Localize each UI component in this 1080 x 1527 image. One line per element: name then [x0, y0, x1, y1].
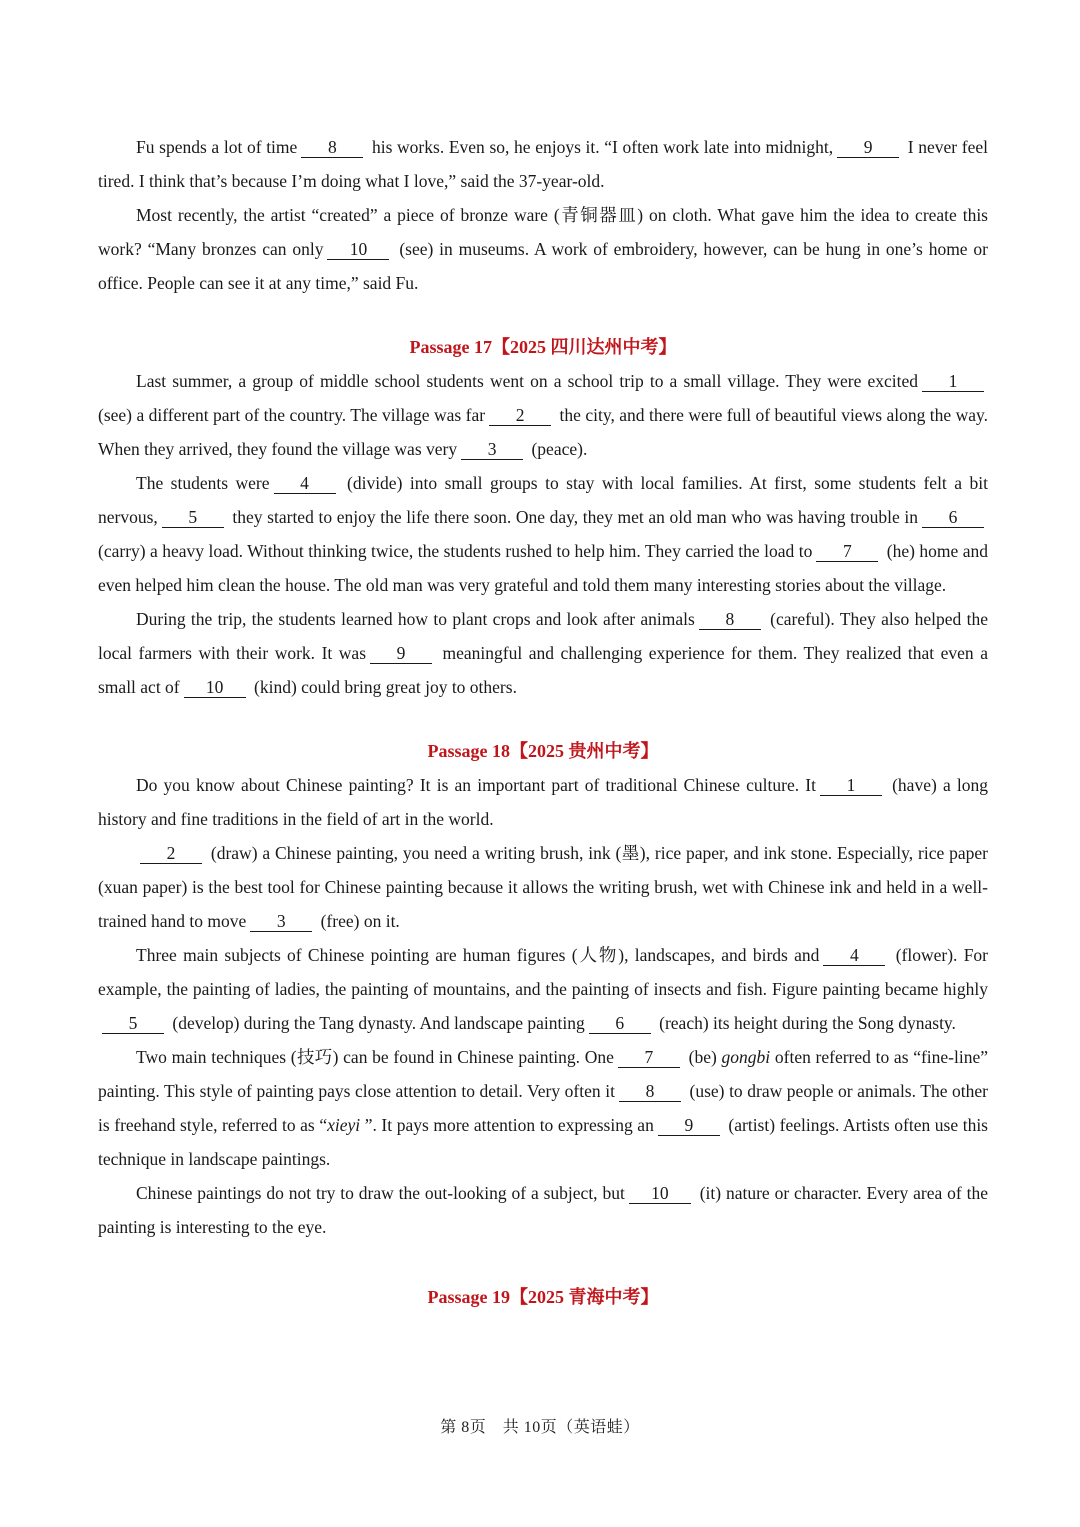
- term-xieyi: xieyi: [327, 1115, 361, 1135]
- text-run: (reach) its height during the Song dynasty.: [654, 1013, 956, 1033]
- passage19-heading: Passage 19【2025 青海中考】: [427, 1287, 659, 1307]
- passage17-heading: Passage 17【2025 四川达州中考】: [409, 337, 677, 357]
- text-run: (it) nature or character. Every area of the painting is interesting to the eye.: [98, 1183, 988, 1237]
- text-run: Most recently, the artist “created” a piece of bronze ware (青铜器皿) on cloth. What gave him the idea to create this work? “Many bronzes can only: [98, 205, 988, 259]
- text-run: (see) a different part of the country. The village was far: [98, 405, 486, 425]
- text-run: Three main subjects of Chinese pointing are human figures (人物), landscapes, and birds and: [136, 945, 820, 965]
- answer-blank-8[interactable]: 8: [619, 1081, 681, 1102]
- text-run: meaningful and challenging experience for them. They realized that even a small act of: [98, 643, 988, 697]
- text-run: (flower). For example, the painting of ladies, the painting of mountains, and the painting of insects and fish. Figure painting became highly: [98, 945, 989, 999]
- passage18-paragraph-1: [98, 768, 988, 836]
- answer-blank-4[interactable]: 4: [274, 473, 336, 494]
- answer-blank-1[interactable]: 1: [922, 371, 984, 392]
- text-run: Do you know about Chinese painting? It is an important part of traditional Chinese culture. It: [136, 775, 816, 795]
- text-run: (free) on it.: [316, 911, 400, 931]
- answer-blank-10[interactable]: 10: [629, 1183, 691, 1204]
- text-run: (draw) a Chinese painting, you need a writing brush, ink (墨), rice paper, and ink stone. Especially, rice paper (xuan paper) is the best tool for Chinese painting because it allows the writing brush, wet with Chinese ink and held in a well-trained hand to move: [98, 843, 988, 931]
- answer-blank-5[interactable]: 5: [102, 1013, 164, 1034]
- passage18-paragraph-2: [98, 836, 988, 938]
- answer-blank-8[interactable]: 8: [301, 137, 363, 158]
- text-run: (peace).: [527, 439, 588, 459]
- answer-blank-6[interactable]: 6: [589, 1013, 651, 1034]
- passage16-paragraph-2: [98, 198, 988, 300]
- page-content: [98, 130, 988, 1314]
- answer-blank-7[interactable]: 7: [816, 541, 878, 562]
- answer-blank-1[interactable]: 1: [820, 775, 882, 796]
- passage18-heading: Passage 18【2025 贵州中考】: [427, 741, 659, 761]
- answer-blank-2[interactable]: 2: [140, 843, 202, 864]
- term-gongbi: gongbi: [721, 1047, 771, 1067]
- answer-blank-7[interactable]: 7: [618, 1047, 680, 1068]
- text-run: (be): [683, 1047, 717, 1067]
- text-run: I never feel tired. I think that’s because I’m doing what I love,” said the 37-year-old.: [98, 137, 988, 191]
- passage18-paragraph-5: [98, 1176, 988, 1244]
- page-footer: 第 8页 共 10页（英语蛙）: [440, 1419, 640, 1436]
- answer-blank-5[interactable]: 5: [162, 507, 224, 528]
- text-run: (carry) a heavy load. Without thinking twice, the students rushed to help him. They carried the load to: [98, 541, 813, 561]
- answer-blank-6[interactable]: 6: [922, 507, 984, 528]
- text-run: (artist) feelings. Artists often use this technique in landscape paintings.: [98, 1115, 988, 1169]
- text-run: The students were: [136, 473, 270, 493]
- text-run: (divide) into small groups to stay with local families. At first, some students felt a bit nervous,: [98, 473, 988, 527]
- answer-blank-8[interactable]: 8: [699, 609, 761, 630]
- text-run: (develop) during the Tang dynasty. And landscape painting: [168, 1013, 585, 1033]
- text-run: they started to enjoy the life there soon. One day, they met an old man who was having trouble in: [227, 507, 918, 527]
- text-run: often referred to as “fine-line” painting. This style of painting pays close attention to detail. Very often it: [98, 1047, 989, 1101]
- text-run: (see) in museums. A work of embroidery, however, can be hung in one’s home or office. People can see it at any time,” said Fu.: [98, 239, 988, 293]
- text-run: Two main techniques (技巧) can be found in Chinese painting. One: [136, 1047, 614, 1067]
- answer-blank-9[interactable]: 9: [370, 643, 432, 664]
- text-run: (use) to draw people or animals. The other is freehand style, referred to as “: [98, 1081, 988, 1135]
- answer-blank-10[interactable]: 10: [184, 677, 246, 698]
- text-run: the city, and there were full of beautiful views along the way. When they arrived, they found the village was very: [98, 405, 988, 459]
- text-run: (have) a long history and fine traditions in the field of art in the world.: [98, 775, 988, 829]
- text-run: (careful). They also helped the local farmers with their work. It was: [98, 609, 988, 663]
- answer-blank-2[interactable]: 2: [489, 405, 551, 426]
- text-run: Last summer, a group of middle school students went on a school trip to a small village. They were excited: [136, 371, 918, 391]
- text-run: Fu spends a lot of time: [136, 137, 298, 157]
- text-run: ”. It pays more attention to expressing an: [360, 1115, 654, 1135]
- text-run: his works. Even so, he enjoys it. “I often work late into midnight,: [367, 137, 834, 157]
- passage17-paragraph-3: [98, 602, 988, 704]
- text-run: (he) home and even helped him clean the house. The old man was very grateful and told them many interesting stories about the village.: [98, 541, 988, 595]
- answer-blank-3[interactable]: 3: [250, 911, 312, 932]
- passage18-paragraph-4: [98, 1040, 988, 1176]
- passage17-paragraph-1: [98, 364, 988, 466]
- text-run: Chinese paintings do not try to draw the out-looking of a subject, but: [136, 1183, 625, 1203]
- passage16-paragraph-1: [98, 130, 988, 198]
- answer-blank-3[interactable]: 3: [461, 439, 523, 460]
- answer-blank-4[interactable]: 4: [823, 945, 885, 966]
- answer-blank-9[interactable]: 9: [837, 137, 899, 158]
- answer-blank-10[interactable]: 10: [327, 239, 389, 260]
- text-run: (kind) could bring great joy to others.: [249, 677, 517, 697]
- passage18-paragraph-3: [98, 938, 988, 1040]
- text-run: During the trip, the students learned how to plant crops and look after animals: [136, 609, 695, 629]
- answer-blank-9[interactable]: 9: [658, 1115, 720, 1136]
- passage17-paragraph-2: [98, 466, 988, 602]
